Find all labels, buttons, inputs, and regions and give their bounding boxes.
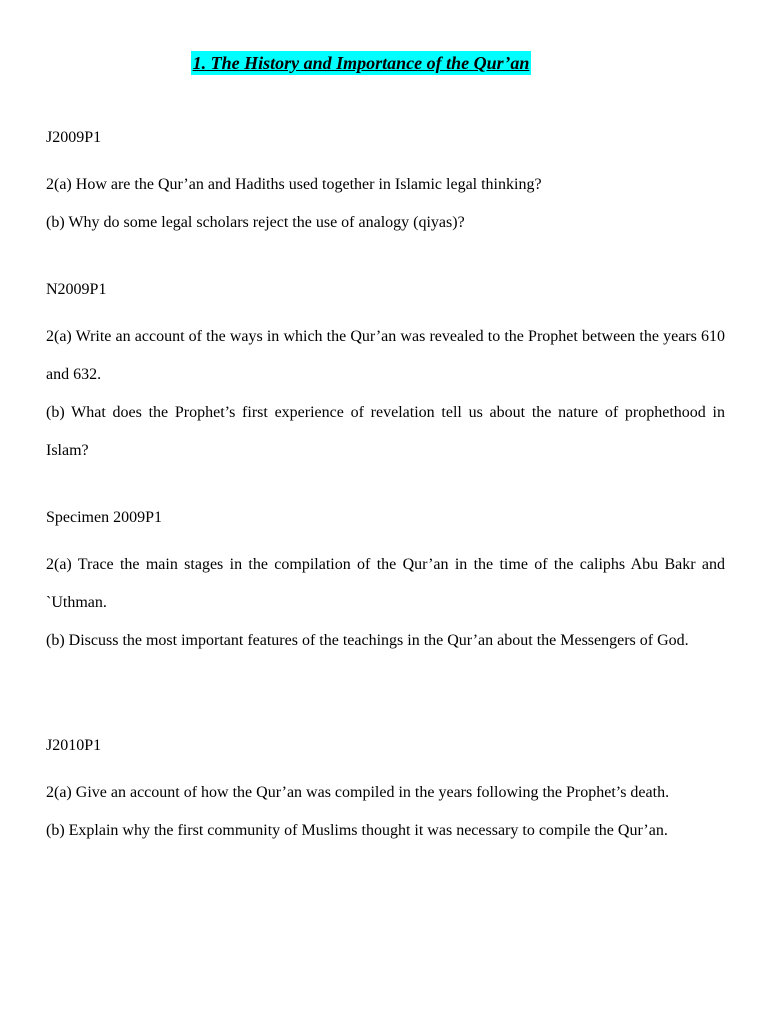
exam-section-specimen-2009p1 bbox=[46, 508, 725, 660]
exam-section-n2009p1 bbox=[46, 280, 725, 470]
title-container bbox=[0, 51, 768, 75]
question-2a: 2(a) How are the Qur’an and Hadiths used together in Islamic legal thinking? bbox=[46, 176, 542, 193]
section-heading: Specimen 2009P1 bbox=[46, 509, 162, 526]
question-2b: (b) What does the Prophet’s first experience of revelation tell us about the nature of prophethood in Islam? bbox=[46, 404, 725, 459]
section-heading: J2009P1 bbox=[46, 129, 102, 146]
question-2b: (b) Discuss the most important features of the teachings in the Qur’an about the Messengers of God. bbox=[46, 632, 689, 649]
question-2a: 2(a) Give an account of how the Qur’an was compiled in the years following the Prophet’s death. bbox=[46, 784, 670, 801]
question-2a: 2(a) Write an account of the ways in which the Qur’an was revealed to the Prophet between the years 610 and 632. bbox=[46, 328, 725, 383]
exam-section-j2009p1 bbox=[46, 128, 725, 242]
exam-section-j2010p1 bbox=[46, 736, 725, 850]
question-2b: (b) Explain why the first community of Muslims thought it was necessary to compile the Qur’an. bbox=[46, 822, 668, 839]
question-2b: (b) Why do some legal scholars reject the use of analogy (qiyas)? bbox=[46, 214, 465, 231]
section-heading: J2010P1 bbox=[46, 737, 102, 754]
section-heading: N2009P1 bbox=[46, 281, 107, 298]
page-title: 1. The History and Importance of the Qur’an bbox=[192, 53, 530, 73]
question-2a: 2(a) Trace the main stages in the compilation of the Qur’an in the time of the caliphs Abu Bakr and `Uthman. bbox=[46, 556, 725, 611]
